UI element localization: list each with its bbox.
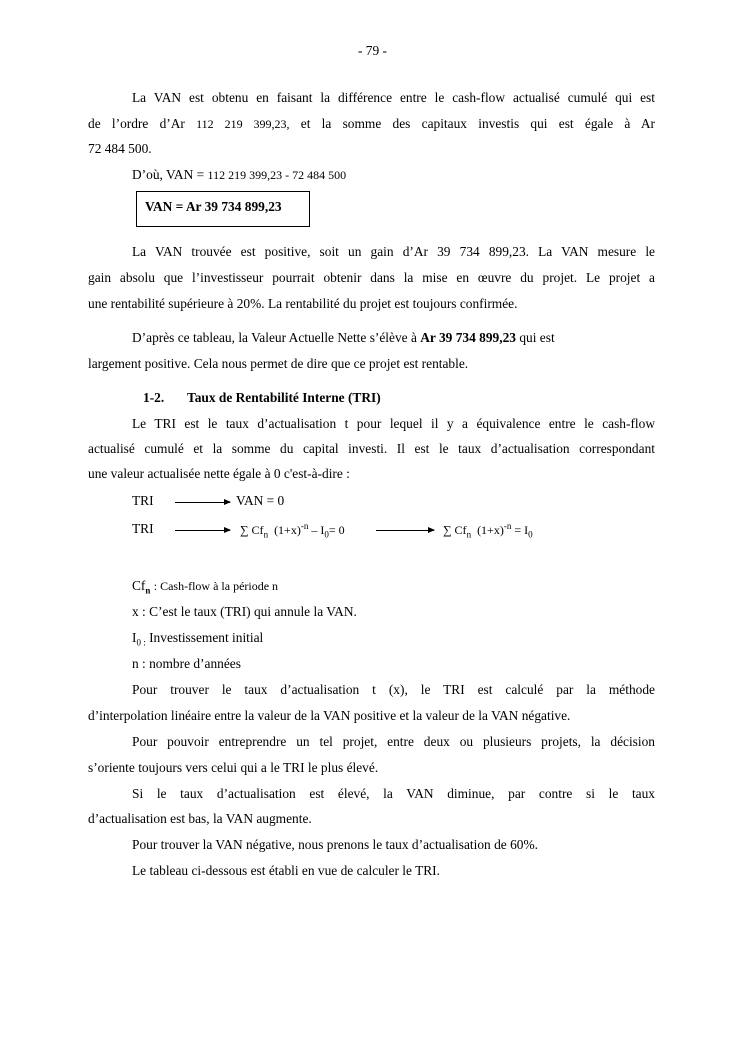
para2-line2: gain absolu que l’investisseur pourrait obtenir dans la mise en œuvre du projet. Le projet a xyxy=(88,270,655,285)
para4-line2: actualisé cumulé et la somme du capital investi. Il est le taux d’actualisation correspondant xyxy=(88,441,655,456)
para1-line2-a: de l’ordre d’Ar xyxy=(88,116,185,131)
eq1-right: VAN = 0 xyxy=(236,493,285,508)
eq2-right-i-sub: 0 xyxy=(528,529,533,540)
def-cf-text: : Cash-flow à la période n xyxy=(153,579,279,593)
def-i0-text: Investissement initial xyxy=(149,630,264,645)
para7-line1: Si le taux d’actualisation est élevé, la VAN diminue, par contre si le taux xyxy=(132,786,655,801)
eq2-right xyxy=(443,521,533,539)
section-title: Taux de Rentabilité Interne (TRI) xyxy=(187,390,381,405)
van-result-text: VAN = Ar 39 734 899,23 xyxy=(145,199,282,214)
def-cf-sub: n xyxy=(145,585,151,596)
para3-line1 xyxy=(132,330,555,346)
eq2-arrow2-icon xyxy=(376,530,434,531)
para1-line1: La VAN est obtenu en faisant la différence entre le cash-flow actualisé cumulé qui est xyxy=(132,90,655,105)
def-cf xyxy=(132,578,278,596)
eq2-mid-sum: ∑ Cf xyxy=(240,523,264,537)
eq2-mid-sub: n xyxy=(263,529,269,540)
para2-line1: La VAN trouvée est positive, soit un gain d’Ar 39 734 899,23. La VAN mesure le xyxy=(132,244,655,259)
para9: Le tableau ci-dessous est établi en vue de calculer le TRI. xyxy=(132,863,440,878)
eq2-mid-paren: (1+x) xyxy=(274,523,301,537)
para3-line2: largement positive. Cela nous permet de dire que ce projet est rentable. xyxy=(88,356,469,371)
def-i0-sub: 0 : xyxy=(136,637,146,648)
para1-line3: 72 484 500. xyxy=(88,141,152,156)
page-number: - 79 - xyxy=(357,43,387,58)
eq2-mid-eq: = 0 xyxy=(328,523,345,537)
section-number: 1-2. xyxy=(143,390,165,405)
para2-line3: une rentabilité supérieure à 20%. La rentabilité du projet est toujours confirmée. xyxy=(88,296,518,311)
eq2-arrow-icon xyxy=(175,530,230,531)
para1-line2 xyxy=(88,116,655,132)
eq2-right-sub: n xyxy=(466,529,472,540)
def-x: x : C’est le taux (TRI) qui annule la VAN. xyxy=(132,604,357,619)
eq2-mid-i-sub: 0 xyxy=(324,529,329,540)
eq2-middle xyxy=(240,521,345,539)
para3-line1-amount: Ar 39 734 899,23 xyxy=(420,330,516,345)
eq1-left: TRI xyxy=(132,493,154,508)
eq2-mid-exp: -n xyxy=(300,521,309,531)
para6-line2: s’oriente toujours vers celui qui a le TRI le plus élevé. xyxy=(88,760,379,775)
eq2-mid-minus: – I xyxy=(311,523,325,537)
eq1-arrow-icon xyxy=(175,502,230,503)
para4-line3: une valeur actualisée nette égale à 0 c'est-à-dire : xyxy=(88,466,350,481)
para5-line1: Pour trouver le taux d’actualisation t (x), le TRI est calculé par la méthode xyxy=(132,682,655,697)
para1-line2-c: et la somme des capitaux investis qui est égale à Ar xyxy=(300,116,655,131)
para1-line2-amount: 112 219 399,23, xyxy=(196,117,290,131)
para4-line1: Le TRI est le taux d’actualisation t pour lequel il y a équivalence entre le cash-flow xyxy=(132,416,655,431)
eq2-right-exp: -n xyxy=(503,521,512,531)
para7-line2: d’actualisation est bas, la VAN augmente. xyxy=(88,811,312,826)
para3-line1-a: D’après ce tableau, la Valeur Actuelle Nette s’élève à xyxy=(132,330,417,345)
eq2-left: TRI xyxy=(132,521,154,536)
formula-prefix: D’où, VAN = xyxy=(132,167,205,182)
formula-expression: 112 219 399,23 - 72 484 500 xyxy=(207,168,347,182)
van-result-box xyxy=(136,191,310,227)
para5-line2: d’interpolation linéaire entre la valeur de la VAN positive et la valeur de la VAN négative. xyxy=(88,708,571,723)
formula-line xyxy=(132,167,346,183)
def-i0 xyxy=(132,630,263,648)
para3-line1-c: qui est xyxy=(519,330,555,345)
eq2-right-sum: ∑ Cf xyxy=(443,523,467,537)
eq2-right-paren: (1+x) xyxy=(477,523,504,537)
def-n: n : nombre d’années xyxy=(132,656,241,671)
def-cf-main: Cf xyxy=(132,578,146,593)
eq2-right-eq: = I xyxy=(514,523,529,537)
def-i0-main: I xyxy=(132,630,137,645)
para6-line1: Pour pouvoir entreprendre un tel projet, entre deux ou plusieurs projets, la décision xyxy=(132,734,655,749)
para8: Pour trouver la VAN négative, nous prenons le taux d’actualisation de 60%. xyxy=(132,837,538,852)
